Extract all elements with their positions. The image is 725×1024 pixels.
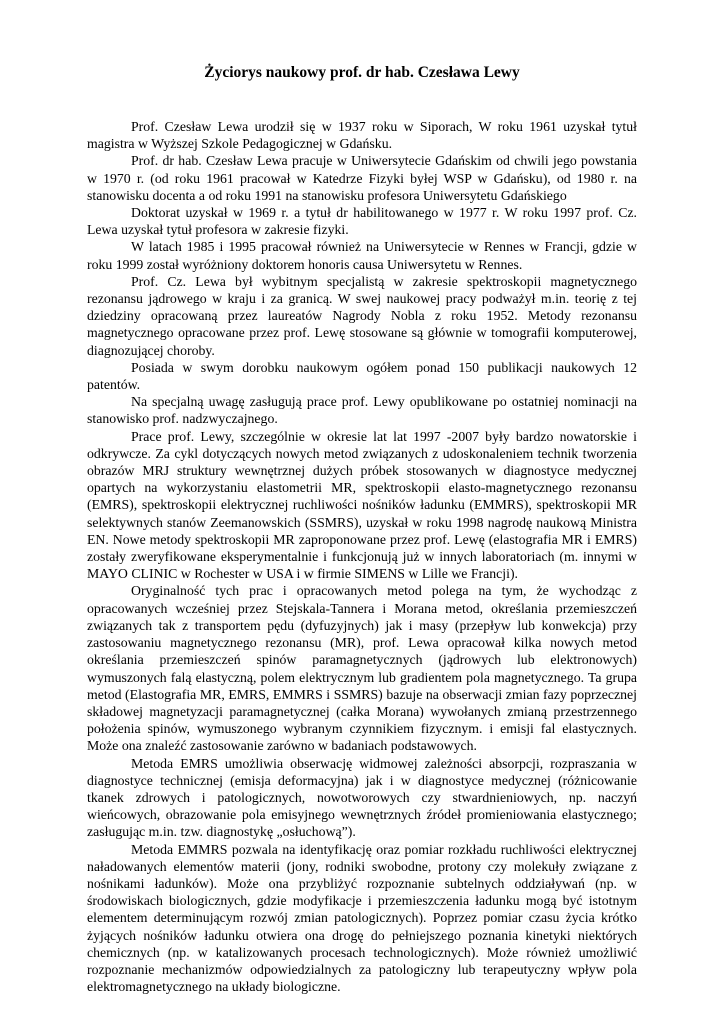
paragraph: Metoda EMRS umożliwia obserwację widmowej zależności absorpcji, rozpraszania w diagnostyce technicznej (emisja deformacyjna) jak i w diagnostyce medycznej (różnicowanie tkanek zdrowych i patologicznych, nowotworowych czy stwardnieniowych, np. naczyń wieńcowych, obrazowanie pola emisyjnego wewnętrznych źródeł promieniowania elastycznego; zasługując m.in. tzw. diagnostykę „osłuchową”). [87, 755, 637, 840]
paragraph: Metoda EMMRS pozwala na identyfikację oraz pomiar rozkładu ruchliwości elektrycznej naładowanych elementów materii (jony, rodniki swobodne, protony czy molekuły związane z nośnikami ładunków). Może ona przybliżyć rozpoznanie subtelnych oddziaływań (np. w środowiskach biologicznych, gdzie modyfikacje i przemieszczenia ładunku mogą być istotnym elementem determinującym rozwój zmian patologicznych). Poprzez pomiar czasu życia krótko żyjących nośników ładunku otwiera ona drogę do pełniejszego poznania kinetyki niektórych chemicznych (np. w katalizowanych procesach technologicznych). Może również umożliwić rozpoznanie mechanizmów odpowiedzialnych za patologiczny lub terapeutyczny wpływ pola elektromagnetycznego na układy biologiczne. [87, 841, 637, 995]
paragraph: Prof. Czesław Lewa urodził się w 1937 roku w Siporach, W roku 1961 uzyskał tytuł magistra w Wyższej Szkole Pedagogicznej w Gdańsku. [87, 119, 637, 152]
document-body [87, 118, 637, 995]
paragraph: Doktorat uzyskał w 1969 r. a tytuł dr habilitowanego w 1977 r. W roku 1997 prof. Cz. Lewa uzyskał tytuł profesora w zakresie fizyki. [87, 205, 637, 238]
paragraph: Prof. dr hab. Czesław Lewa pracuje w Uniwersytecie Gdańskim od chwili jego powstania w 1970 r. (od roku 1961 pracował w Katedrze Fizyki byłej WSP w Gdańsku), od 1980 r. na stanowisku docenta a od roku 1991 na stanowisku profesora Uniwersytetu Gdańskiego [87, 153, 637, 203]
paragraph: Posiada w swym dorobku naukowym ogółem ponad 150 publikacji naukowych 12 patentów. [87, 359, 637, 393]
paragraph: Prace prof. Lewy, szczególnie w okresie lat lat 1997 -2007 były bardzo nowatorskie i odkrywcze. Za cykl dotyczących nowych metod związanych z udoskonaleniem technik tworzenia obrazów MRJ struktury wewnętrznej dużych próbek stosowanych w diagnostyce medycznej opartych na wykorzystaniu elastometrii MR, spektroskopii elasto-magnetycznego rezonansu (EMRS), spektroskopii elektrycznej ruchliwości nośników ładunku (EMMRS), spektroskopii MR selektywnych stanów Zeemanowskich (SSMRS), uzyskał w roku 1998 nagrodę naukową Ministra EN. Nowe metody spektroskopii MR zaproponowane przez prof. Lewę (elastografia MR i EMRS) zostały zweryfikowane eksperymentalnie i funkcjonują już w innych laboratoriach (m. innymi w MAYO CLINIC w Rochester w USA i w firmie SIMENS w Lille we Francji). [87, 428, 637, 582]
paragraph: W latach 1985 i 1995 pracował również na Uniwersytecie w Rennes w Francji, gdzie w roku 1999 został wyróżniony doktorem honoris causa Uniwersytetu w Rennes. [87, 239, 637, 272]
paragraph: Prof. Cz. Lewa był wybitnym specjalistą w zakresie spektroskopii magnetycznego rezonansu jądrowego w kraju i za granicą. W swej naukowej pracy podważył m.in. teorię z tej dziedziny opracowaną przez laureatów Nagrody Nobla z roku 1952. Metody rezonansu magnetycznego opracowane przez prof. Lewę stosowane są głównie w tomografii komputerowej, diagnozującej choroby. [87, 273, 637, 358]
paragraph: Oryginalność tych prac i opracowanych metod polega na tym, że wychodząc z opracowanych wcześniej przez Stejskala-Tannera i Morana metod, określania przemieszczeń związanych tak z transportem pędu (dyfuzyjnych) jak i masy (przepływ lub konwekcja) przy zastosowaniu magnetycznego rezonansu (MR), prof. Lewa opracował kilka nowych metod określania przemieszczeń spinów paramagnetycznych (jądrowych lub elektronowych) wymuszonych falą elastyczną, polem elektrycznym lub gradientem pola magnetycznego. Ta grupa metod (Elastografia MR, EMRS, EMMRS i SSMRS) bazuje na obserwacji zmian fazy poprzecznej składowej magnetyzacji paramagnetycznej (całka Morana) wywołanych zmianą przestrzennego położenia spinów, wymuszonego wybranym czynnikiem fizycznym. i emisji fal elastycznych. Może ona znaleźć zastosowanie zarówno w badaniach podstawowych. [87, 583, 637, 754]
document-title: Życiorys naukowy prof. dr hab. Czesława Lewy [204, 64, 520, 81]
paragraph: Na specjalną uwagę zasługują prace prof. Lewy opublikowane po ostatniej nominacji na stanowisko prof. nadzwyczajnego. [87, 394, 637, 427]
